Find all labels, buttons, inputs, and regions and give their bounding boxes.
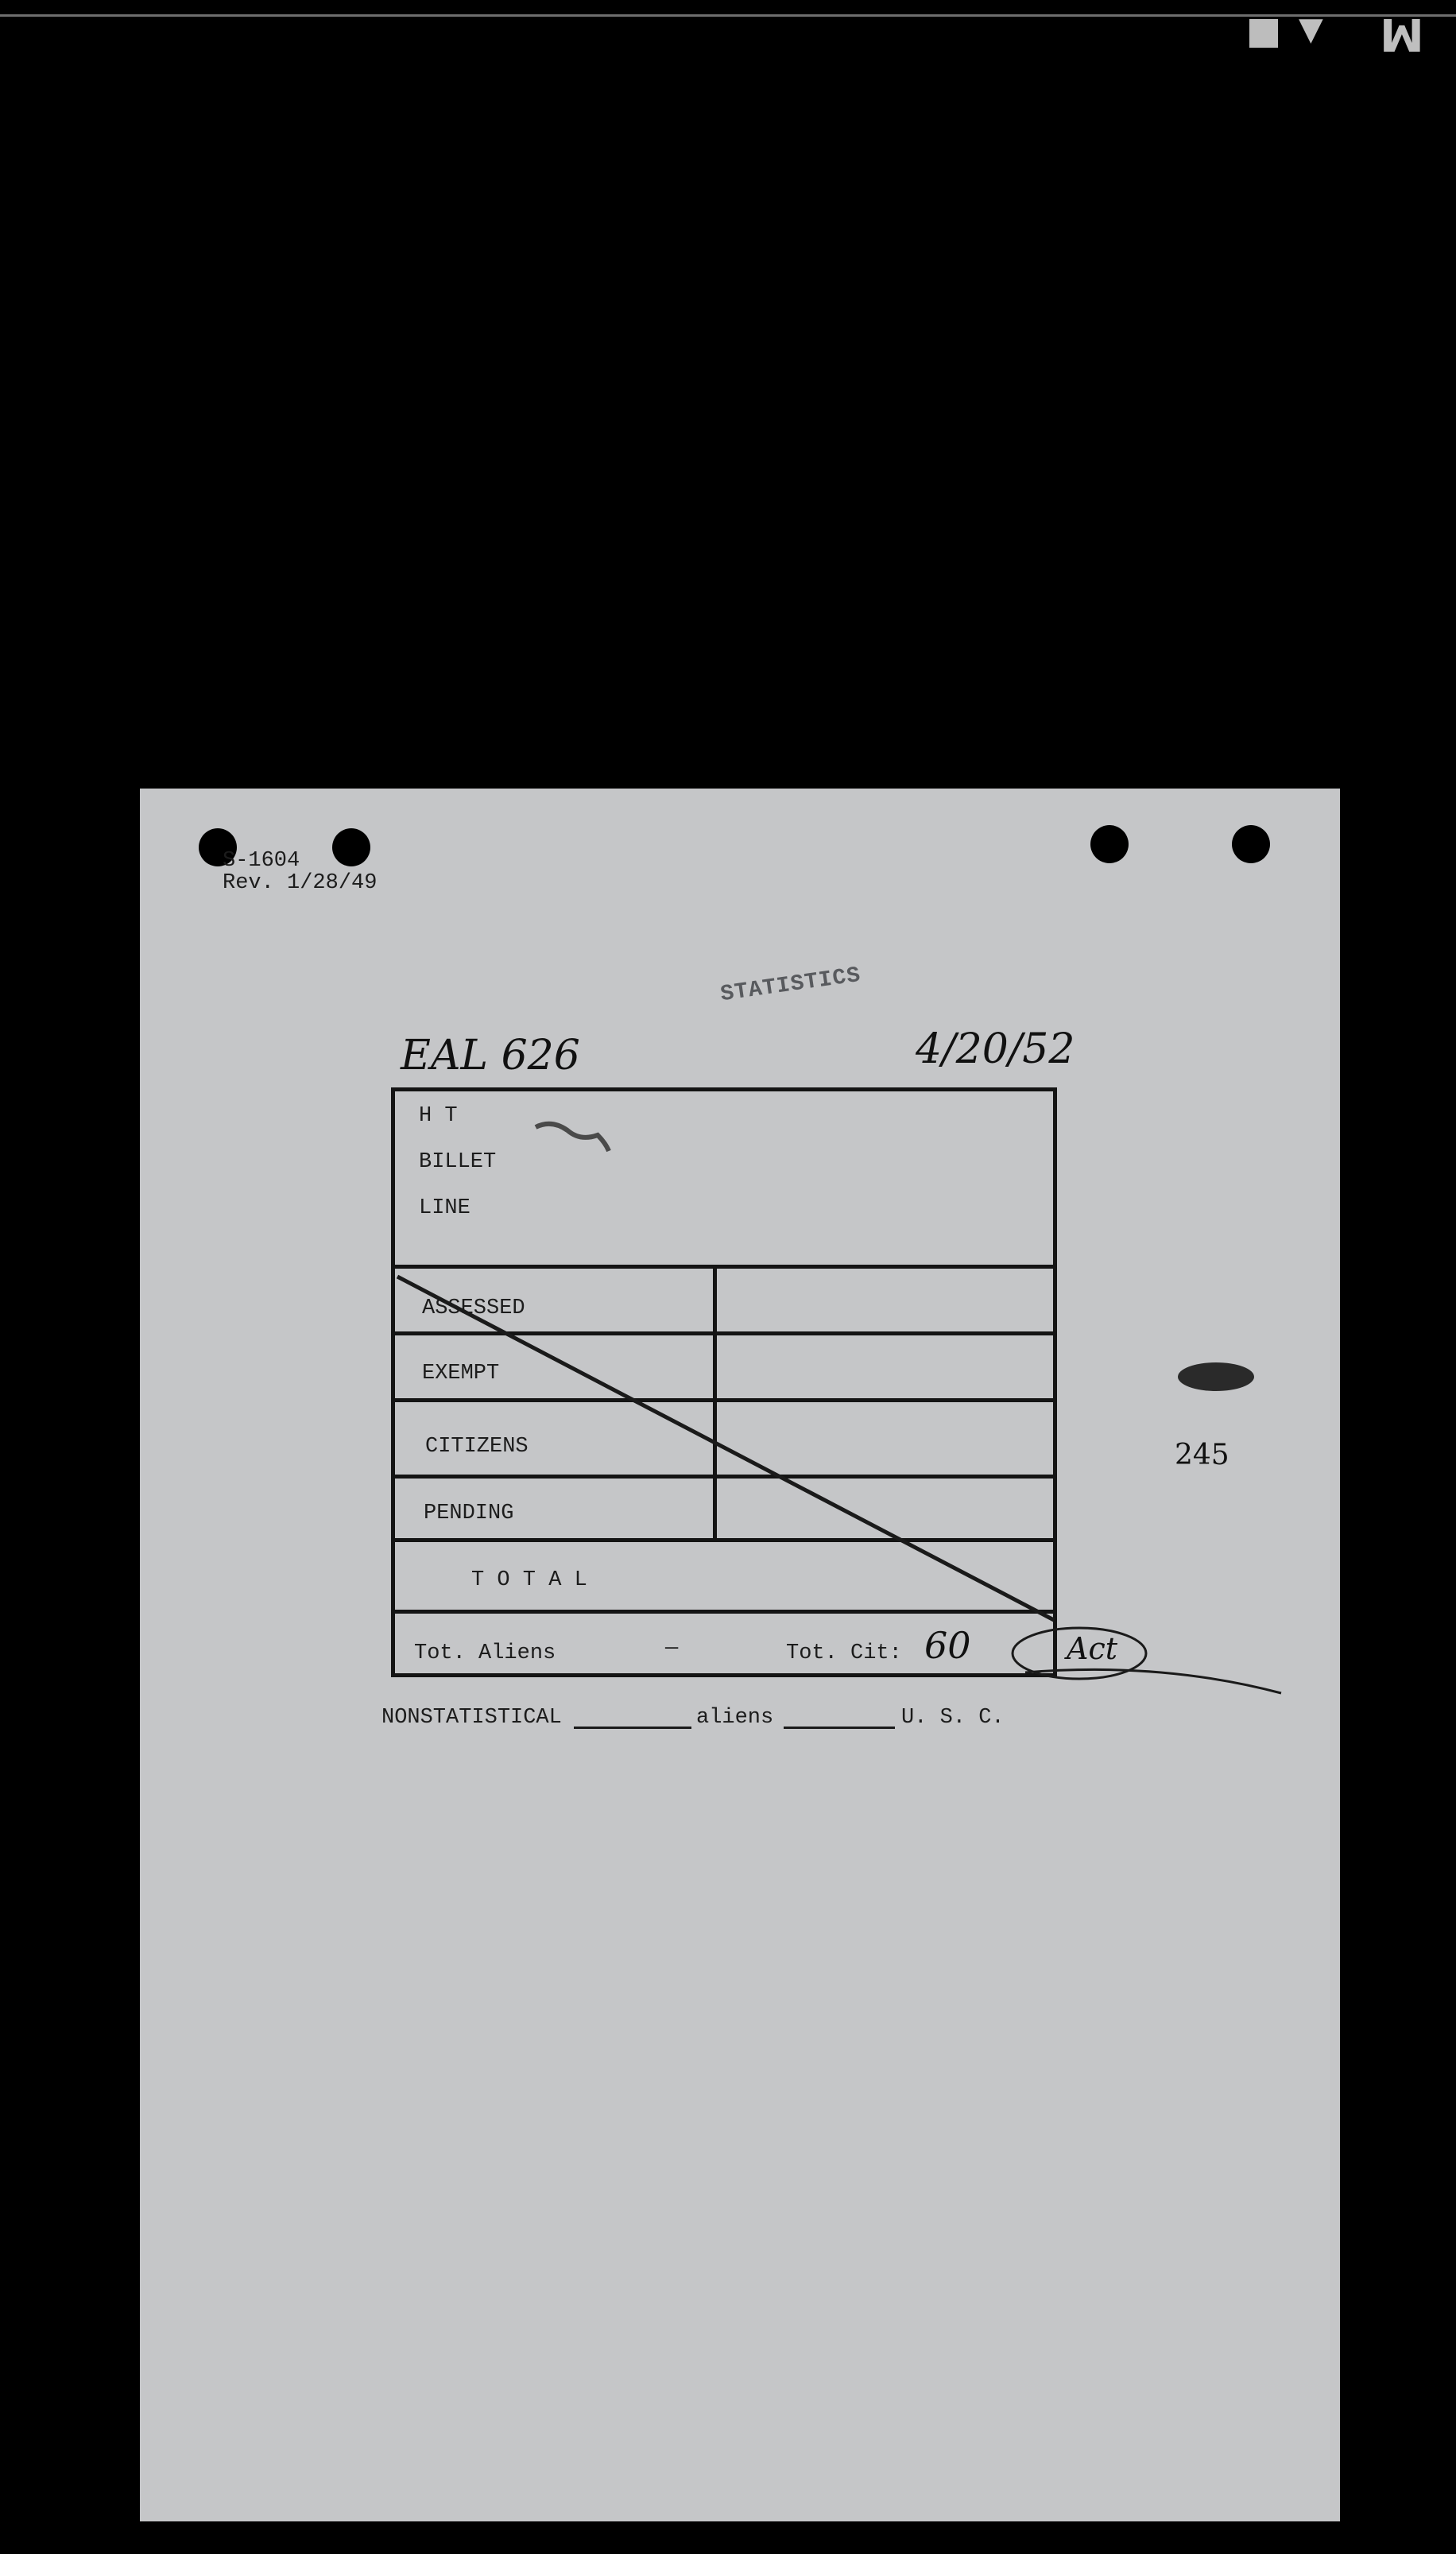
form-revision: Rev. 1/28/49 — [223, 871, 378, 895]
diagonal-strike-line — [397, 1277, 1054, 1620]
scan-corner-letter: M — [1380, 8, 1424, 60]
tot-cit-label: Tot. Cit: — [786, 1641, 902, 1665]
statistics-stamp: STATISTICS — [718, 963, 863, 1008]
nonstatistical-usc: U. S. C. — [901, 1706, 1005, 1730]
handwritten-reference: EAL 626 — [401, 1032, 580, 1079]
scan-triangle-icon: ▼ — [1299, 11, 1323, 48]
handwritten-date: 4/20/52 — [916, 1025, 1075, 1073]
header-label-billet: BILLET — [419, 1150, 497, 1174]
nonstatistical-blank — [784, 1727, 895, 1729]
nonstatistical-label: NONSTATISTICAL — [381, 1706, 562, 1730]
row-label-assessed: ASSESSED — [422, 1296, 525, 1320]
tot-cit-value: 60 — [924, 1624, 971, 1667]
header-label-ht: H T — [419, 1104, 458, 1128]
row-label-citizens: CITIZENS — [425, 1435, 529, 1459]
crossed-out-number — [1178, 1362, 1254, 1391]
row-label-exempt: EXEMPT — [422, 1362, 500, 1386]
circled-note: Act — [1067, 1631, 1117, 1666]
total-label: T O T A L — [471, 1568, 587, 1592]
small-ink-stamp — [536, 1124, 609, 1151]
note-tail-stroke — [1025, 1669, 1281, 1693]
form-number: S-1604 — [223, 849, 300, 873]
tot-aliens-value: — — [665, 1637, 679, 1661]
header-label-line: LINE — [419, 1196, 470, 1220]
row-label-pending: PENDING — [424, 1502, 514, 1525]
nonstatistical-aliens: aliens — [696, 1706, 774, 1730]
side-number: 245 — [1175, 1439, 1229, 1471]
tot-aliens-label: Tot. Aliens — [414, 1641, 556, 1665]
nonstatistical-blank — [574, 1727, 691, 1729]
